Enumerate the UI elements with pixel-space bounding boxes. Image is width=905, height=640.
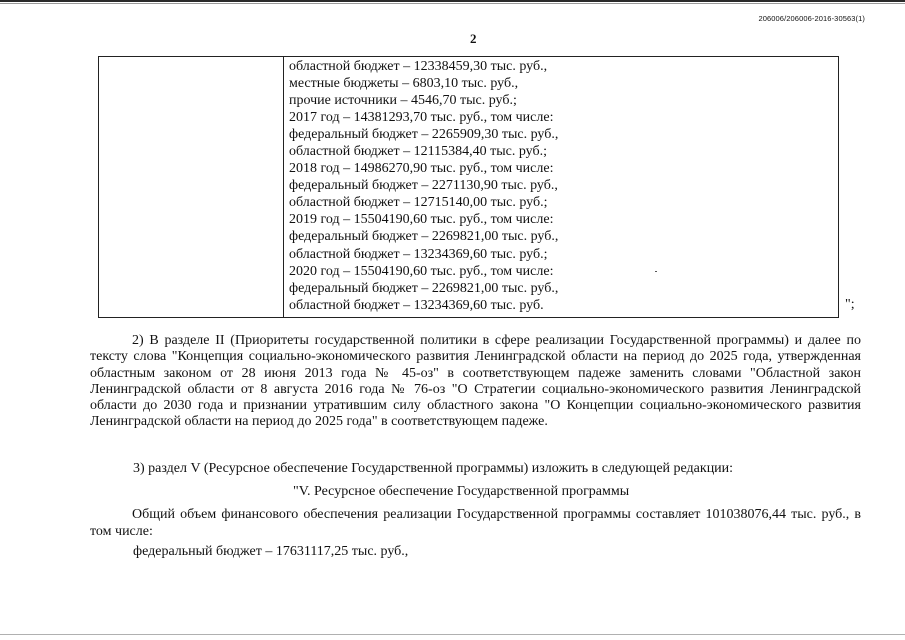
scan-speck (655, 271, 657, 272)
document-code: 206006/206006-2016-30563(1) (758, 14, 865, 23)
table-line: федеральный бюджет – 2265909,30 тыс. руб., (289, 127, 559, 143)
table-line: федеральный бюджет – 2269821,00 тыс. руб., (289, 229, 559, 245)
table-line: 2018 год – 14986270,90 тыс. руб., том числе: (289, 161, 554, 177)
table-line: 2019 год – 15504190,60 тыс. руб., том числе: (289, 212, 554, 228)
section-heading: "V. Ресурсное обеспечение Государственной программы (293, 484, 630, 499)
table-close-quote: "; (845, 297, 855, 312)
scan-bottom-edge (0, 634, 905, 635)
federal-budget-line: федеральный бюджет – 17631117,25 тыс. руб., (133, 544, 409, 559)
table-line: 2020 год – 15504190,60 тыс. руб., том числе: (289, 263, 554, 279)
table-column-divider (283, 56, 284, 318)
paragraph-3: 3) раздел V (Ресурсное обеспечение Государственной программы) изложить в следующей редакции: (133, 461, 734, 476)
table-line: 2017 год – 14381293,70 тыс. руб., том числе: (289, 110, 554, 126)
scan-top-edge-shadow (0, 3, 905, 4)
table-line: местные бюджеты – 6803,10 тыс. руб., (289, 76, 519, 92)
table-line: федеральный бюджет – 2269821,00 тыс. руб., (289, 280, 559, 296)
page-number: 2 (470, 31, 477, 46)
table-line: областной бюджет – 13234369,60 тыс. руб. (289, 297, 544, 313)
table-line: прочие источники – 4546,70 тыс. руб.; (289, 93, 517, 109)
table-funding-cell (289, 58, 834, 314)
table-line: областной бюджет – 12338459,30 тыс. руб., (289, 59, 548, 74)
paragraph-2: 2) В разделе II (Приоритеты государственной политики в сфере реализации Государственной программы) и далее по тексту слова "Концепция социально-экономического развития Ленинградской области на период до 2025 года, утвержденная областным законом от 28 июня 2013 года № 45-оз" в соответствующем падеже заменить словами "Областной закон Ленинградской области от 8 августа 2016 года № 76-оз "О Стратегии социально-экономического развития Ленинградской области до 2030 года и признании утратившим силу областного закона "О Концепции социально-экономического развития Ленинградской области на период до 2025 года" в соответствующем падеже. (90, 333, 861, 430)
table-line: областной бюджет – 12715140,00 тыс. руб.; (289, 195, 548, 211)
table-line: областной бюджет – 12115384,40 тыс. руб.; (289, 144, 547, 160)
table-line: федеральный бюджет – 2271130,90 тыс. руб., (289, 178, 558, 194)
table-line: областной бюджет – 13234369,60 тыс. руб.; (289, 246, 548, 262)
scan-top-edge (0, 0, 905, 2)
total-funding-paragraph: Общий объем финансового обеспечения реализации Государственной программы составляет 101038076,44 тыс. руб., в том числе: (90, 507, 861, 539)
